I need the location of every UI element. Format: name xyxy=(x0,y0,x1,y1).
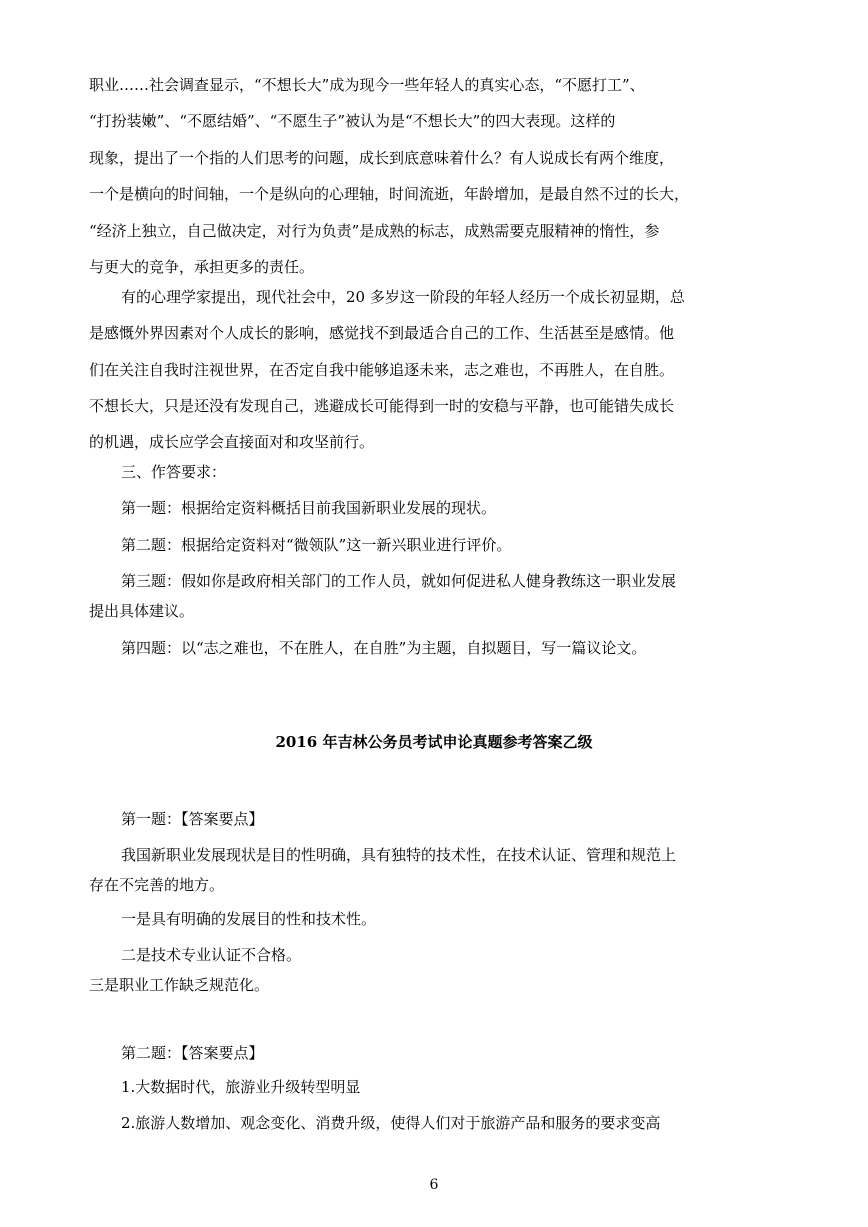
text-line: 与更大的竞争，承担更多的责任。 xyxy=(89,258,315,276)
question-2: 第二题：根据给定资料对“微领队”这一新兴职业进行评价。 xyxy=(121,536,512,554)
answer-1-point-3: 三是职业工作缺乏规范化。 xyxy=(89,976,270,994)
answer-1-summary-line-1: 我国新职业发展现状是目的性明确，具有独特的技术性，在技术认证、管理和规范上 xyxy=(121,846,677,864)
answer-1-summary-line-2: 存在不完善的地方。 xyxy=(89,876,225,894)
text-line: “经济上独立，自己做决定，对行为负责”是成熟的标志，成熟需要克服精神的惰性，参 xyxy=(89,222,660,240)
answer-2-point-1: 1.大数据时代，旅游业升级转型明显 xyxy=(121,1078,361,1096)
question-4: 第四题：以“志之难也，不在胜人，在自胜”为主题，自拟题目，写一篇议论文。 xyxy=(121,639,647,657)
answer-2-point-2: 2.旅游人数增加、观念变化、消费升级，使得人们对于旅游产品和服务的要求变高 xyxy=(121,1114,661,1132)
text-line: 现象，提出了一个指的人们思考的问题，成长到底意味着什么？有人说成长有两个维度， xyxy=(89,149,675,167)
text-line: “打扮装嫩”、“不愿结婚”、“不愿生子”被认为是“不想长大”的四大表现。这样的 xyxy=(89,112,616,130)
answer-1-point-1: 一是具有明确的发展目的性和技术性。 xyxy=(121,910,377,928)
question-3-line-2: 提出具体建议。 xyxy=(89,602,195,620)
section-heading: 三、作答要求： xyxy=(121,463,227,481)
text-line: 不想长大，只是还没有发现自己，逃避成长可能得到一时的安稳与平静，也可能错失成长 xyxy=(89,397,675,415)
answer-1-point-2: 二是技术专业认证不合格。 xyxy=(121,946,302,964)
answer-title: 2016 年吉林公务员考试申论真题参考答案乙级 xyxy=(275,733,593,751)
question-1: 第一题：根据给定资料概括目前我国新职业发展的现状。 xyxy=(121,499,497,517)
text-line: 一个是横向的时间轴，一个是纵向的心理轴，时间流逝，年龄增加，是最自然不过的长大， xyxy=(89,185,690,203)
text-line: 的机遇，成长应学会直接面对和攻坚前行。 xyxy=(89,433,375,451)
text-line: 有的心理学家提出，现代社会中，20 多岁这一阶段的年轻人经历一个成长初显期，总 xyxy=(121,288,685,306)
question-3-line-1: 第三题：假如你是政府相关部门的工作人员，就如何促进私人健身教练这一职业发展 xyxy=(121,572,677,590)
text-line: 职业……社会调查显示，“不想长大”成为现今一些年轻人的真实心态，“不愿打工”、 xyxy=(89,76,645,94)
text-line: 是感慨外界因素对个人成长的影响，感觉找不到最适合自己的工作、生活甚至是感情。他 xyxy=(89,324,675,342)
answer-1-heading: 第一题：【答案要点】 xyxy=(121,810,264,828)
answer-2-heading: 第二题：【答案要点】 xyxy=(121,1044,264,1062)
text-line: 们在关注自我时注视世界，在否定自我中能够追逐未来，志之难也，不再胜人，在自胜。 xyxy=(89,361,675,379)
page-number: 6 xyxy=(429,1177,439,1193)
